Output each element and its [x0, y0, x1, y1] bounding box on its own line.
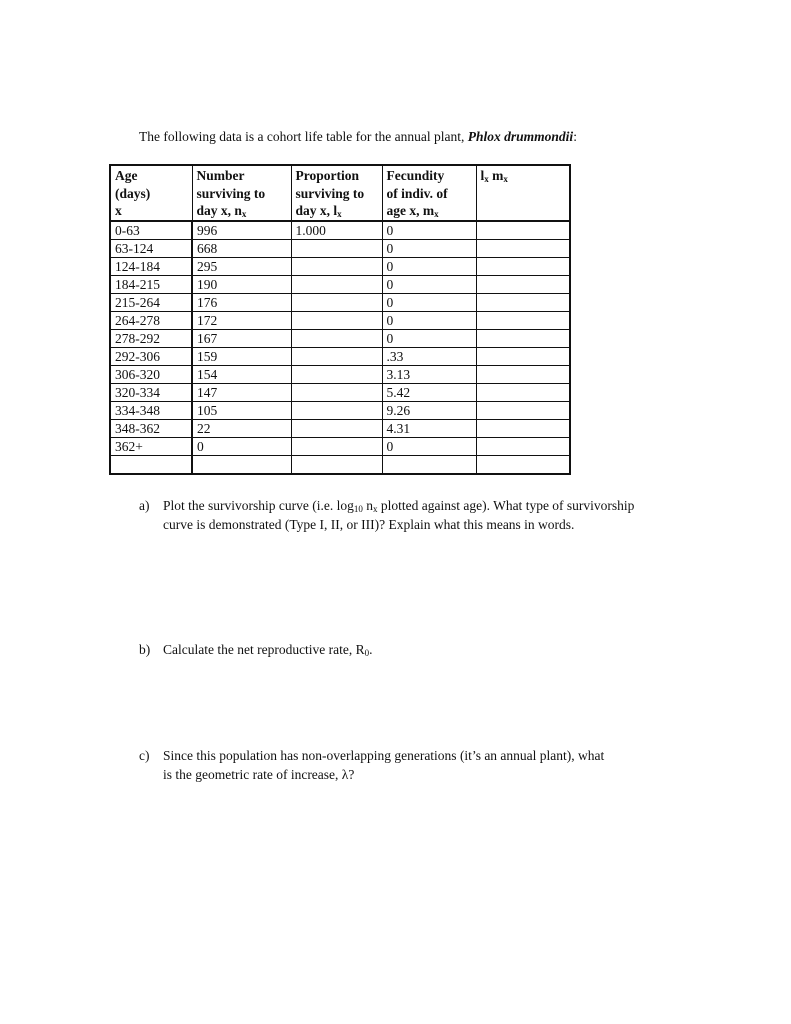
age-cell: 306-320: [110, 365, 192, 383]
header-age-line: (days): [115, 185, 151, 201]
fecundity-cell: 0: [382, 437, 476, 455]
proportion-cell: [291, 275, 382, 293]
number-cell: [192, 455, 291, 474]
proportion-cell: [291, 257, 382, 275]
table-row: [110, 455, 570, 474]
table-row: [110, 275, 570, 293]
table-row: [110, 311, 570, 329]
number-cell: 154: [192, 365, 291, 383]
header-lx-mx: [476, 165, 570, 221]
fecundity-cell: 0: [382, 239, 476, 257]
table-header-row: [110, 165, 570, 221]
fecundity-cell: 4.31: [382, 419, 476, 437]
proportion-cell: [291, 401, 382, 419]
header-number-surviving: [192, 165, 291, 221]
number-cell: 105: [192, 401, 291, 419]
header-subscript: x: [484, 174, 489, 184]
header-line: Fecundity: [386, 168, 445, 183]
age-cell: 292-306: [110, 347, 192, 365]
proportion-cell: [291, 293, 382, 311]
intro-text: [139, 129, 577, 145]
table-row: [110, 401, 570, 419]
fecundity-cell: .33: [382, 347, 476, 365]
lxmx-cell: [476, 347, 570, 365]
fecundity-cell: 5.42: [382, 383, 476, 401]
lxmx-cell: [476, 401, 570, 419]
header-line: [296, 202, 378, 220]
fecundity-cell: 0: [382, 221, 476, 240]
header-text: day x, n: [196, 203, 242, 218]
header-text: l: [480, 168, 485, 183]
species-name: Phlox drummondii: [467, 129, 574, 144]
age-cell: 320-334: [110, 383, 192, 401]
number-cell: 176: [192, 293, 291, 311]
table-row: [110, 383, 570, 401]
header-line: [387, 202, 472, 220]
lxmx-cell: [476, 437, 570, 455]
life-table: [109, 164, 571, 475]
header-line: Number: [196, 168, 245, 183]
intro-lead: The following data is a cohort life table for the annual plant,: [139, 129, 468, 144]
header-subscript: x: [337, 209, 342, 219]
header-text: age x, m: [386, 203, 435, 218]
question-line: [163, 640, 373, 659]
number-cell: 996: [192, 221, 291, 240]
lxmx-cell: [476, 455, 570, 474]
proportion-cell: [291, 347, 382, 365]
lxmx-cell: [476, 221, 570, 240]
table-row: [110, 293, 570, 311]
number-cell: 22: [192, 419, 291, 437]
number-cell: 0: [192, 437, 291, 455]
question-subscript: 0: [364, 648, 370, 658]
header-age-line: x: [115, 203, 122, 218]
lxmx-cell: [476, 275, 570, 293]
proportion-cell: [291, 437, 382, 455]
fecundity-cell: 0: [382, 275, 476, 293]
header-proportion-surviving: [291, 165, 382, 221]
header-line: surviving to: [295, 185, 365, 201]
number-cell: 147: [192, 383, 291, 401]
table-row: [110, 329, 570, 347]
proportion-cell: [291, 383, 382, 401]
lxmx-cell: [476, 419, 570, 437]
header-line: [481, 167, 566, 185]
question-subscript: x: [372, 504, 378, 514]
question-line: curve is demonstrated (Type I, II, or III)? Explain what this means in words.: [163, 517, 575, 532]
lxmx-cell: [476, 329, 570, 347]
header-fecundity: [382, 165, 476, 221]
fecundity-cell: 0: [382, 293, 476, 311]
number-cell: 159: [192, 347, 291, 365]
lxmx-cell: [476, 365, 570, 383]
age-cell: 184-215: [110, 275, 192, 293]
proportion-cell: [291, 365, 382, 383]
question-fragment: n: [362, 498, 373, 513]
header-line: surviving to: [196, 185, 266, 201]
age-cell: [110, 455, 192, 474]
header-line: of indiv. of: [386, 185, 448, 201]
lxmx-cell: [476, 293, 570, 311]
table-row: [110, 437, 570, 455]
table-row: [110, 239, 570, 257]
header-line: [197, 202, 287, 220]
header-text: m: [488, 168, 504, 183]
number-cell: 167: [192, 329, 291, 347]
table-row: [110, 365, 570, 383]
fecundity-cell: 0: [382, 257, 476, 275]
question-label: b): [139, 642, 151, 657]
table-row: [110, 347, 570, 365]
table-body: [110, 221, 570, 474]
age-cell: 124-184: [110, 257, 192, 275]
fecundity-cell: 0: [382, 329, 476, 347]
age-cell: 348-362: [110, 419, 192, 437]
question-fragment: Calculate the net reproductive rate, R: [163, 642, 365, 657]
number-cell: 668: [192, 239, 291, 257]
proportion-cell: [291, 311, 382, 329]
header-line: Proportion: [295, 168, 359, 183]
proportion-cell: [291, 329, 382, 347]
table-row: [110, 419, 570, 437]
age-cell: 63-124: [110, 239, 192, 257]
header-subscript: x: [503, 174, 508, 184]
age-cell: 278-292: [110, 329, 192, 347]
question-fragment: .: [369, 642, 373, 657]
question-text: [163, 496, 634, 534]
fecundity-cell: 3.13: [382, 365, 476, 383]
proportion-cell: 1.000: [291, 221, 382, 240]
question-label: c): [139, 748, 150, 763]
header-age-line: Age: [115, 168, 138, 183]
table-row: [110, 257, 570, 275]
question-line: Since this population has non-overlapping generations (it’s an annual plant), what: [163, 748, 605, 763]
lxmx-cell: [476, 383, 570, 401]
question-text: [163, 746, 604, 784]
number-cell: 295: [192, 257, 291, 275]
fecundity-cell: [382, 455, 476, 474]
age-cell: 334-348: [110, 401, 192, 419]
question-subscript: 10: [353, 504, 363, 514]
table-row: [110, 221, 570, 240]
number-cell: 172: [192, 311, 291, 329]
intro-colon: :: [573, 129, 577, 144]
question-line: is the geometric rate of increase, λ?: [163, 767, 355, 782]
number-cell: 190: [192, 275, 291, 293]
question-label: a): [139, 498, 150, 513]
lxmx-cell: [476, 239, 570, 257]
fecundity-cell: 0: [382, 311, 476, 329]
question-fragment: Plot the survivorship curve (i.e. log: [163, 498, 354, 513]
lxmx-cell: [476, 257, 570, 275]
proportion-cell: [291, 455, 382, 474]
header-subscript: x: [241, 209, 247, 219]
proportion-cell: [291, 419, 382, 437]
question-text: [163, 640, 373, 659]
question-line: [163, 496, 634, 515]
age-cell: 215-264: [110, 293, 192, 311]
lxmx-cell: [476, 311, 570, 329]
header-subscript: x: [434, 209, 439, 219]
proportion-cell: [291, 239, 382, 257]
question-fragment: plotted against age). What type of survivorship: [377, 498, 635, 513]
age-cell: 362+: [110, 437, 192, 455]
header-age: [110, 165, 192, 221]
fecundity-cell: 9.26: [382, 401, 476, 419]
age-cell: 0-63: [110, 221, 192, 240]
header-text: day x, l: [295, 203, 338, 218]
age-cell: 264-278: [110, 311, 192, 329]
